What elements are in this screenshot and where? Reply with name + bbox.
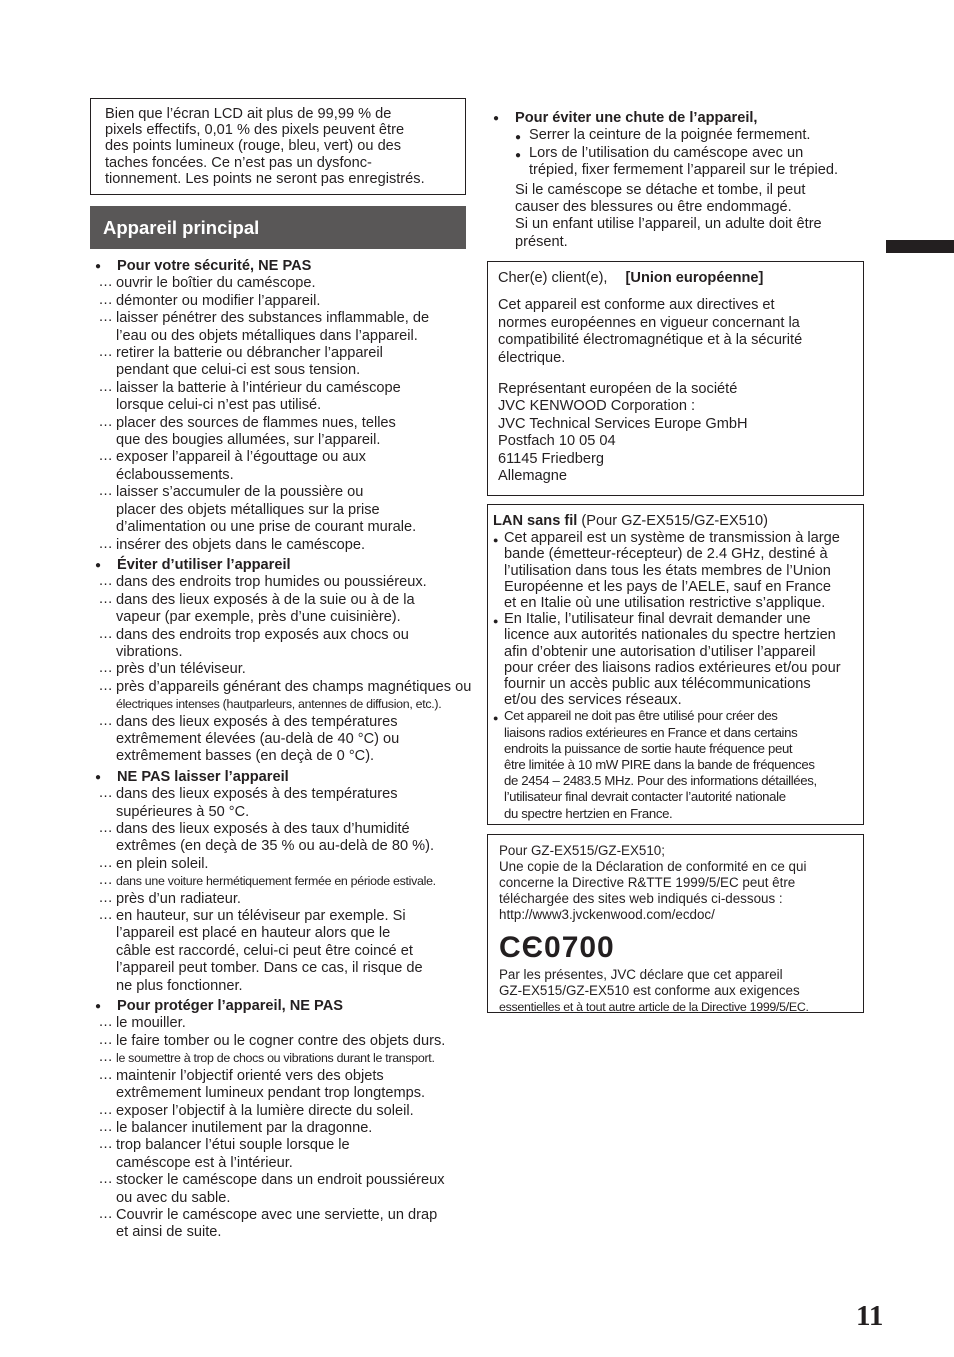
leave-list xyxy=(95,786,485,995)
wifi-item xyxy=(493,708,859,821)
sub-list-item xyxy=(515,145,873,180)
list-item xyxy=(95,537,485,554)
list-item-line: ... maintenir l’objectif orienté vers des objets xyxy=(116,1067,384,1084)
list-item xyxy=(95,380,485,415)
list-item-line: l’eau ou des objets métalliques dans l’appareil. xyxy=(116,327,418,344)
wifi-item-line: afin d’obtenir une autorisation d’utiliser l’appareil xyxy=(504,643,816,660)
list-item xyxy=(95,415,485,450)
list-item-line: ... en hauteur, sur un téléviseur par exemple. Si xyxy=(116,908,406,925)
list-item-line: pendant que celui-ci est sous tension. xyxy=(116,362,361,379)
text-line: essentielles et à tout autre article de la Directive 1999/5/EC. xyxy=(499,1000,809,1014)
list-item-line: ... laisser pénétrer des substances inflammable, de xyxy=(116,310,430,327)
list-item-line: ... près d’appareils générant des champs magnétiques ou xyxy=(116,678,472,695)
list-item-line: et ainsi de suite. xyxy=(116,1224,222,1241)
lcd-notice-box xyxy=(90,98,466,195)
eu-salutation: Cher(e) client(e), xyxy=(498,270,608,286)
list-item-line: ... laisser la batterie à l’intérieur du caméscope xyxy=(116,379,401,396)
text-line: des points lumineux (rouge, bleu, vert) ou des xyxy=(105,138,402,155)
list-item-line: que des bougies allumées, sur l’appareil. xyxy=(116,432,381,449)
safety-heading: ● Pour votre sécurité, NE PAS xyxy=(95,258,485,275)
left-column xyxy=(95,256,485,1242)
lcd-notice-text xyxy=(105,106,457,187)
text-line: http://www3.jvckenwood.com/ecdoc/ xyxy=(499,907,715,922)
list-item-line: ... dans des endroits trop humides ou poussiéreux. xyxy=(116,574,427,591)
list-item-line: ... dans des lieux exposés à des températures xyxy=(116,713,398,730)
list-item-line: ou avec du sable. xyxy=(116,1189,231,1206)
wifi-title-line xyxy=(493,513,859,529)
list-item xyxy=(95,484,485,536)
text-line: Cet appareil est conforme aux directives et xyxy=(498,297,775,314)
list-item-line: vibrations. xyxy=(116,643,183,660)
fall-paragraph xyxy=(515,182,873,252)
list-item-line: lorsque celui-ci n’est pas utilisé. xyxy=(116,397,322,414)
list-item xyxy=(95,345,485,380)
text-line: Une copie de la Déclaration de conformité en ce qui xyxy=(499,859,807,874)
wifi-notice-box xyxy=(487,504,864,825)
list-item xyxy=(95,873,485,890)
list-item xyxy=(95,310,485,345)
list-item xyxy=(95,1172,485,1207)
list-item-line: ne plus fonctionner. xyxy=(116,977,243,994)
text-line: téléchargée des sites web indiqués ci-dessous : xyxy=(499,891,783,906)
declaration-text xyxy=(499,967,859,1015)
list-item-line: ... dans des lieux exposés à des températures xyxy=(116,786,398,803)
list-item-line: l’appareil est placé en hauteur alors que le xyxy=(116,925,391,942)
list-item xyxy=(95,1137,485,1172)
declaration-intro xyxy=(499,843,859,923)
list-item-line: ... exposer l’objectif à la lumière directe du soleil. xyxy=(116,1102,414,1119)
list-item-line: ... en plein soleil. xyxy=(116,855,209,872)
list-item-line: ... dans des endroits trop exposés aux chocs ou xyxy=(116,626,409,643)
text-line: pixels effectifs, 0,01 % des pixels peuvent être xyxy=(105,122,405,139)
list-item-line: supérieures à 50 °C. xyxy=(116,803,250,820)
eu-tag: [Union européenne] xyxy=(625,270,764,286)
protect-heading: ● Pour protéger l’appareil, NE PAS xyxy=(95,998,485,1015)
wifi-item-line: licence aux autorités nationales du spectre hertzien xyxy=(504,627,836,644)
protect-section xyxy=(95,998,485,1242)
fall-heading: ● Pour éviter une chute de l’appareil, xyxy=(493,110,873,127)
list-item-line: ... près d’un radiateur. xyxy=(116,890,241,907)
list-item xyxy=(95,1033,485,1050)
list-item xyxy=(95,714,485,766)
text-line: 61145 Friedberg xyxy=(498,450,605,467)
list-item xyxy=(95,821,485,856)
text-line: Pour GZ-EX515/GZ-EX510; xyxy=(499,843,665,858)
list-item xyxy=(95,275,485,292)
list-item-line: ... le mouiller. xyxy=(116,1015,186,1032)
list-item-line: ... le balancer inutilement par la dragonne. xyxy=(116,1119,373,1136)
safety-list xyxy=(95,275,485,554)
fall-sub-items xyxy=(515,127,873,179)
page-number: 11 xyxy=(856,1300,884,1332)
wifi-list xyxy=(493,530,859,822)
wifi-item-line: l’utilisation dans tous les états membres de l’Union xyxy=(504,562,831,579)
list-item xyxy=(95,1120,485,1137)
list-item-line: ... dans des lieux exposés à des taux d’humidité xyxy=(116,821,410,837)
list-item xyxy=(95,1015,485,1032)
leave-heading: ● NE PAS laisser l’appareil xyxy=(95,769,485,786)
section-tab-marker xyxy=(886,240,954,253)
text-line: Bien que l’écran LCD ait plus de 99,99 % de xyxy=(105,106,392,122)
text-line: compatibilité électromagnétique et à la sécurité xyxy=(498,332,803,349)
wifi-item xyxy=(493,530,859,611)
declaration-box xyxy=(487,834,864,1013)
wifi-item-line: liaisons radios extérieures en France et dans certains xyxy=(504,724,798,740)
list-item xyxy=(95,627,485,662)
list-item xyxy=(95,1068,485,1103)
eu-header-line xyxy=(498,270,853,287)
list-item-line: ... laisser s’accumuler de la poussière ou xyxy=(116,484,364,501)
text-line: tionnement. Les points ne seront pas enregistrés. xyxy=(105,170,425,187)
eu-conformity-text xyxy=(498,297,853,367)
list-item xyxy=(95,449,485,484)
eu-notice-box xyxy=(487,261,864,496)
list-item-line: ... Couvrir le caméscope avec une serviette, un drap xyxy=(116,1206,438,1223)
text-line: Si un enfant utilise l’appareil, un adulte doit être xyxy=(515,216,822,233)
wifi-item-line: ● En Italie, l’utilisateur final devrait demander une xyxy=(504,611,811,628)
list-item-line: ... dans une voiture hermétiquement fermée en période estivale. xyxy=(116,874,436,889)
list-item-line: caméscope est à l’intérieur. xyxy=(116,1154,293,1171)
sub-item-line: trépied, fixer fermement l’appareil sur le trépied. xyxy=(529,162,839,179)
safety-section xyxy=(95,258,485,554)
list-item-line: l’appareil peut tomber. Dans ce cas, il risque de xyxy=(116,960,423,977)
sub-item-line: ● Serrer la ceinture de la poignée fermement. xyxy=(529,127,811,144)
text-line: normes européennes en vigueur concernant la xyxy=(498,314,800,331)
list-item-line: ... placer des sources de flammes nues, telles xyxy=(116,414,396,431)
text-line: Postfach 10 05 04 xyxy=(498,433,616,450)
text-line: taches foncées. Ce n’est pas un dysfonc- xyxy=(105,154,372,171)
wifi-title: LAN sans fil xyxy=(493,513,578,529)
text-line: électrique. xyxy=(498,349,566,366)
list-item-line: ... dans des lieux exposés à de la suie ou à de la xyxy=(116,591,415,608)
text-line: causer des blessures ou être endommagé. xyxy=(515,199,792,216)
avoid-list xyxy=(95,574,485,765)
list-item xyxy=(95,679,485,714)
list-item-line: extrêmement lumineux pendant trop longtemps. xyxy=(116,1085,426,1102)
list-item xyxy=(95,661,485,678)
text-line: GZ-EX515/GZ-EX510 est conforme aux exigences xyxy=(499,983,800,998)
list-item-line: d’alimentation ou une prise de courant murale. xyxy=(116,519,417,536)
sub-list-item xyxy=(515,127,873,144)
list-item-line: ... retirer la batterie ou débrancher l’appareil xyxy=(116,345,383,362)
wifi-models: (Pour GZ-EX515/GZ-EX510) xyxy=(581,513,768,529)
list-item-line: câble est raccordé, celui-ci peut être coincé et xyxy=(116,942,413,959)
text-line: Par les présentes, JVC déclare que cet appareil xyxy=(499,967,783,982)
wifi-item-line: et/ou des services réseaux. xyxy=(504,692,682,709)
section-header: Appareil principal xyxy=(90,206,466,249)
fall-sub-list xyxy=(493,127,873,251)
wifi-item-line: fournir un accès public aux télécommunications xyxy=(504,676,811,693)
list-item xyxy=(95,1103,485,1120)
ce-mark: CЄ0700 xyxy=(499,931,615,964)
list-item xyxy=(95,293,485,310)
list-item-line: ... exposer l’appareil à l’égouttage ou aux xyxy=(116,449,366,466)
list-item xyxy=(95,1050,485,1067)
list-item-line: ... près d’un téléviseur. xyxy=(116,661,246,678)
wifi-item-line: pour créer des liaisons radios extérieures et/ou pour xyxy=(504,659,841,676)
sub-item-line: ● Lors de l’utilisation du caméscope avec un xyxy=(529,144,804,161)
list-item-line: ... stocker le caméscope dans un endroit poussiéreux xyxy=(116,1172,445,1189)
list-item-line: extrêmement basses (en deçà de 0 °C). xyxy=(116,748,375,765)
list-item xyxy=(95,786,485,821)
list-item-line: électriques intenses (hautparleurs, antennes de diffusion, etc.). xyxy=(116,697,442,712)
wifi-item-line: du spectre hertzien en France. xyxy=(504,805,673,821)
list-item-line: extrêmes (en deçà de 35 % ou au-delà de 80 %). xyxy=(116,838,435,855)
list-item xyxy=(95,891,485,908)
wifi-item-line: ● Cet appareil ne doit pas être utilisé pour créer des xyxy=(504,708,778,724)
text-line: JVC Technical Services Europe GmbH xyxy=(498,415,748,432)
fall-section xyxy=(493,108,873,251)
list-item-line: extrêmement élevées (au-delà de 40 °C) ou xyxy=(116,730,400,747)
list-item-line: éclaboussements. xyxy=(116,466,234,483)
wifi-item-line: et en Italie où une utilisation restrictive s’applique. xyxy=(504,595,826,612)
list-item-line: ... trop balancer l’étui souple lorsque le xyxy=(116,1137,350,1154)
text-line: Si le caméscope se détache et tombe, il peut xyxy=(515,181,806,198)
list-item-line: ... insérer des objets dans le caméscope. xyxy=(116,536,366,553)
eu-representative-text xyxy=(498,381,853,485)
text-line: présent. xyxy=(515,233,568,250)
list-item-line: ... démonter ou modifier l’appareil. xyxy=(116,292,321,309)
text-line: Représentant européen de la société xyxy=(498,381,738,398)
text-line: concerne la Directive R&TTE 1999/5/EC peut être xyxy=(499,875,796,890)
list-item-line: ... ouvrir le boîtier du caméscope. xyxy=(116,275,316,292)
wifi-item-line: l’utilisateur final devrait contacter l’autorité nationale xyxy=(504,789,786,805)
wifi-item-line: de 2454 – 2483.5 MHz. Pour des informations détaillées, xyxy=(504,773,817,789)
text-line: Allemagne xyxy=(498,468,567,485)
wifi-item-line: être limitée à 10 mW PIRE dans la bande de fréquences xyxy=(504,757,815,773)
text-line: JVC KENWOOD Corporation : xyxy=(498,398,696,415)
wifi-item-line: bande (émetteur-récepteur) de 2.4 GHz, destiné à xyxy=(504,546,828,563)
list-item xyxy=(95,856,485,873)
wifi-item-line: endroits la puissance de sortie haute fréquence peut xyxy=(504,740,793,756)
avoid-section xyxy=(95,557,485,766)
wifi-item-line: ● Cet appareil est un système de transmission à large xyxy=(504,530,840,547)
list-item xyxy=(95,908,485,995)
wifi-item xyxy=(493,611,859,708)
protect-list xyxy=(95,1015,485,1241)
list-item-line: placer des objets métalliques sur la prise xyxy=(116,501,380,518)
list-item-line: ... le soumettre à trop de chocs ou vibrations durant le transport. xyxy=(116,1051,435,1066)
list-item xyxy=(95,592,485,627)
list-item-line: ... le faire tomber ou le cogner contre des objets durs. xyxy=(116,1032,446,1049)
leave-section xyxy=(95,769,485,995)
list-item xyxy=(95,574,485,591)
wifi-item-line: Européenne et les pays de l’AELE, sauf en France xyxy=(504,578,831,595)
list-item xyxy=(95,1207,485,1242)
avoid-heading: ● Éviter d’utiliser l’appareil xyxy=(95,557,485,574)
list-item-line: vapeur (par exemple, près d’une cuisinière). xyxy=(116,609,401,626)
